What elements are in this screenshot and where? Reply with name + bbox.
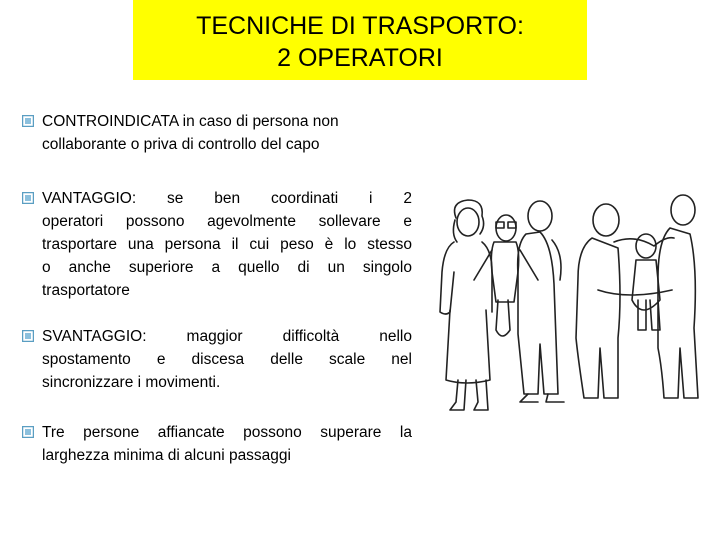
bullet-box-icon	[22, 115, 34, 127]
bullet-disadvantage	[20, 325, 412, 394]
title-line-1: TECNICHE DI TRASPORTO:	[196, 12, 524, 40]
bullet-line: CONTROINDICATA in caso di persona non	[42, 113, 339, 130]
front-view-drawing	[440, 200, 564, 410]
bullet-box-icon	[22, 426, 34, 438]
bullet-three-people	[20, 421, 412, 467]
two-operators-carrying-illustration	[428, 180, 708, 420]
bullet-line: sincronizzare i movimenti.	[42, 374, 221, 391]
bullet-advantage	[20, 187, 412, 302]
bullet-line: SVANTAGGIO: maggior difficoltà nello	[42, 328, 412, 345]
bullet-line: Tre persone affiancate possono superare la	[42, 424, 412, 441]
bullet-box-icon	[22, 192, 34, 204]
back-view-drawing	[576, 195, 698, 398]
title-line-2: 2 OPERATORI	[277, 44, 443, 72]
bullet-line: trasportare una persona il cui peso è lo stesso	[42, 236, 412, 253]
bullet-box-icon	[22, 330, 34, 342]
bullet-line: trasportatore	[42, 282, 130, 299]
bullet-line: operatori possono agevolmente sollevare e	[42, 213, 412, 230]
bullet-line: larghezza minima di alcuni passaggi	[42, 447, 291, 464]
bullet-line: collaborante o priva di controllo del capo	[42, 136, 320, 153]
title-box	[133, 0, 587, 80]
bullet-line: spostamento e discesa delle scale nel	[42, 351, 412, 368]
bullet-line: o anche superiore a quello di un singolo	[42, 259, 412, 276]
bullet-contraindication	[20, 110, 412, 156]
bullet-line: VANTAGGIO: se ben coordinati i 2	[42, 190, 412, 207]
